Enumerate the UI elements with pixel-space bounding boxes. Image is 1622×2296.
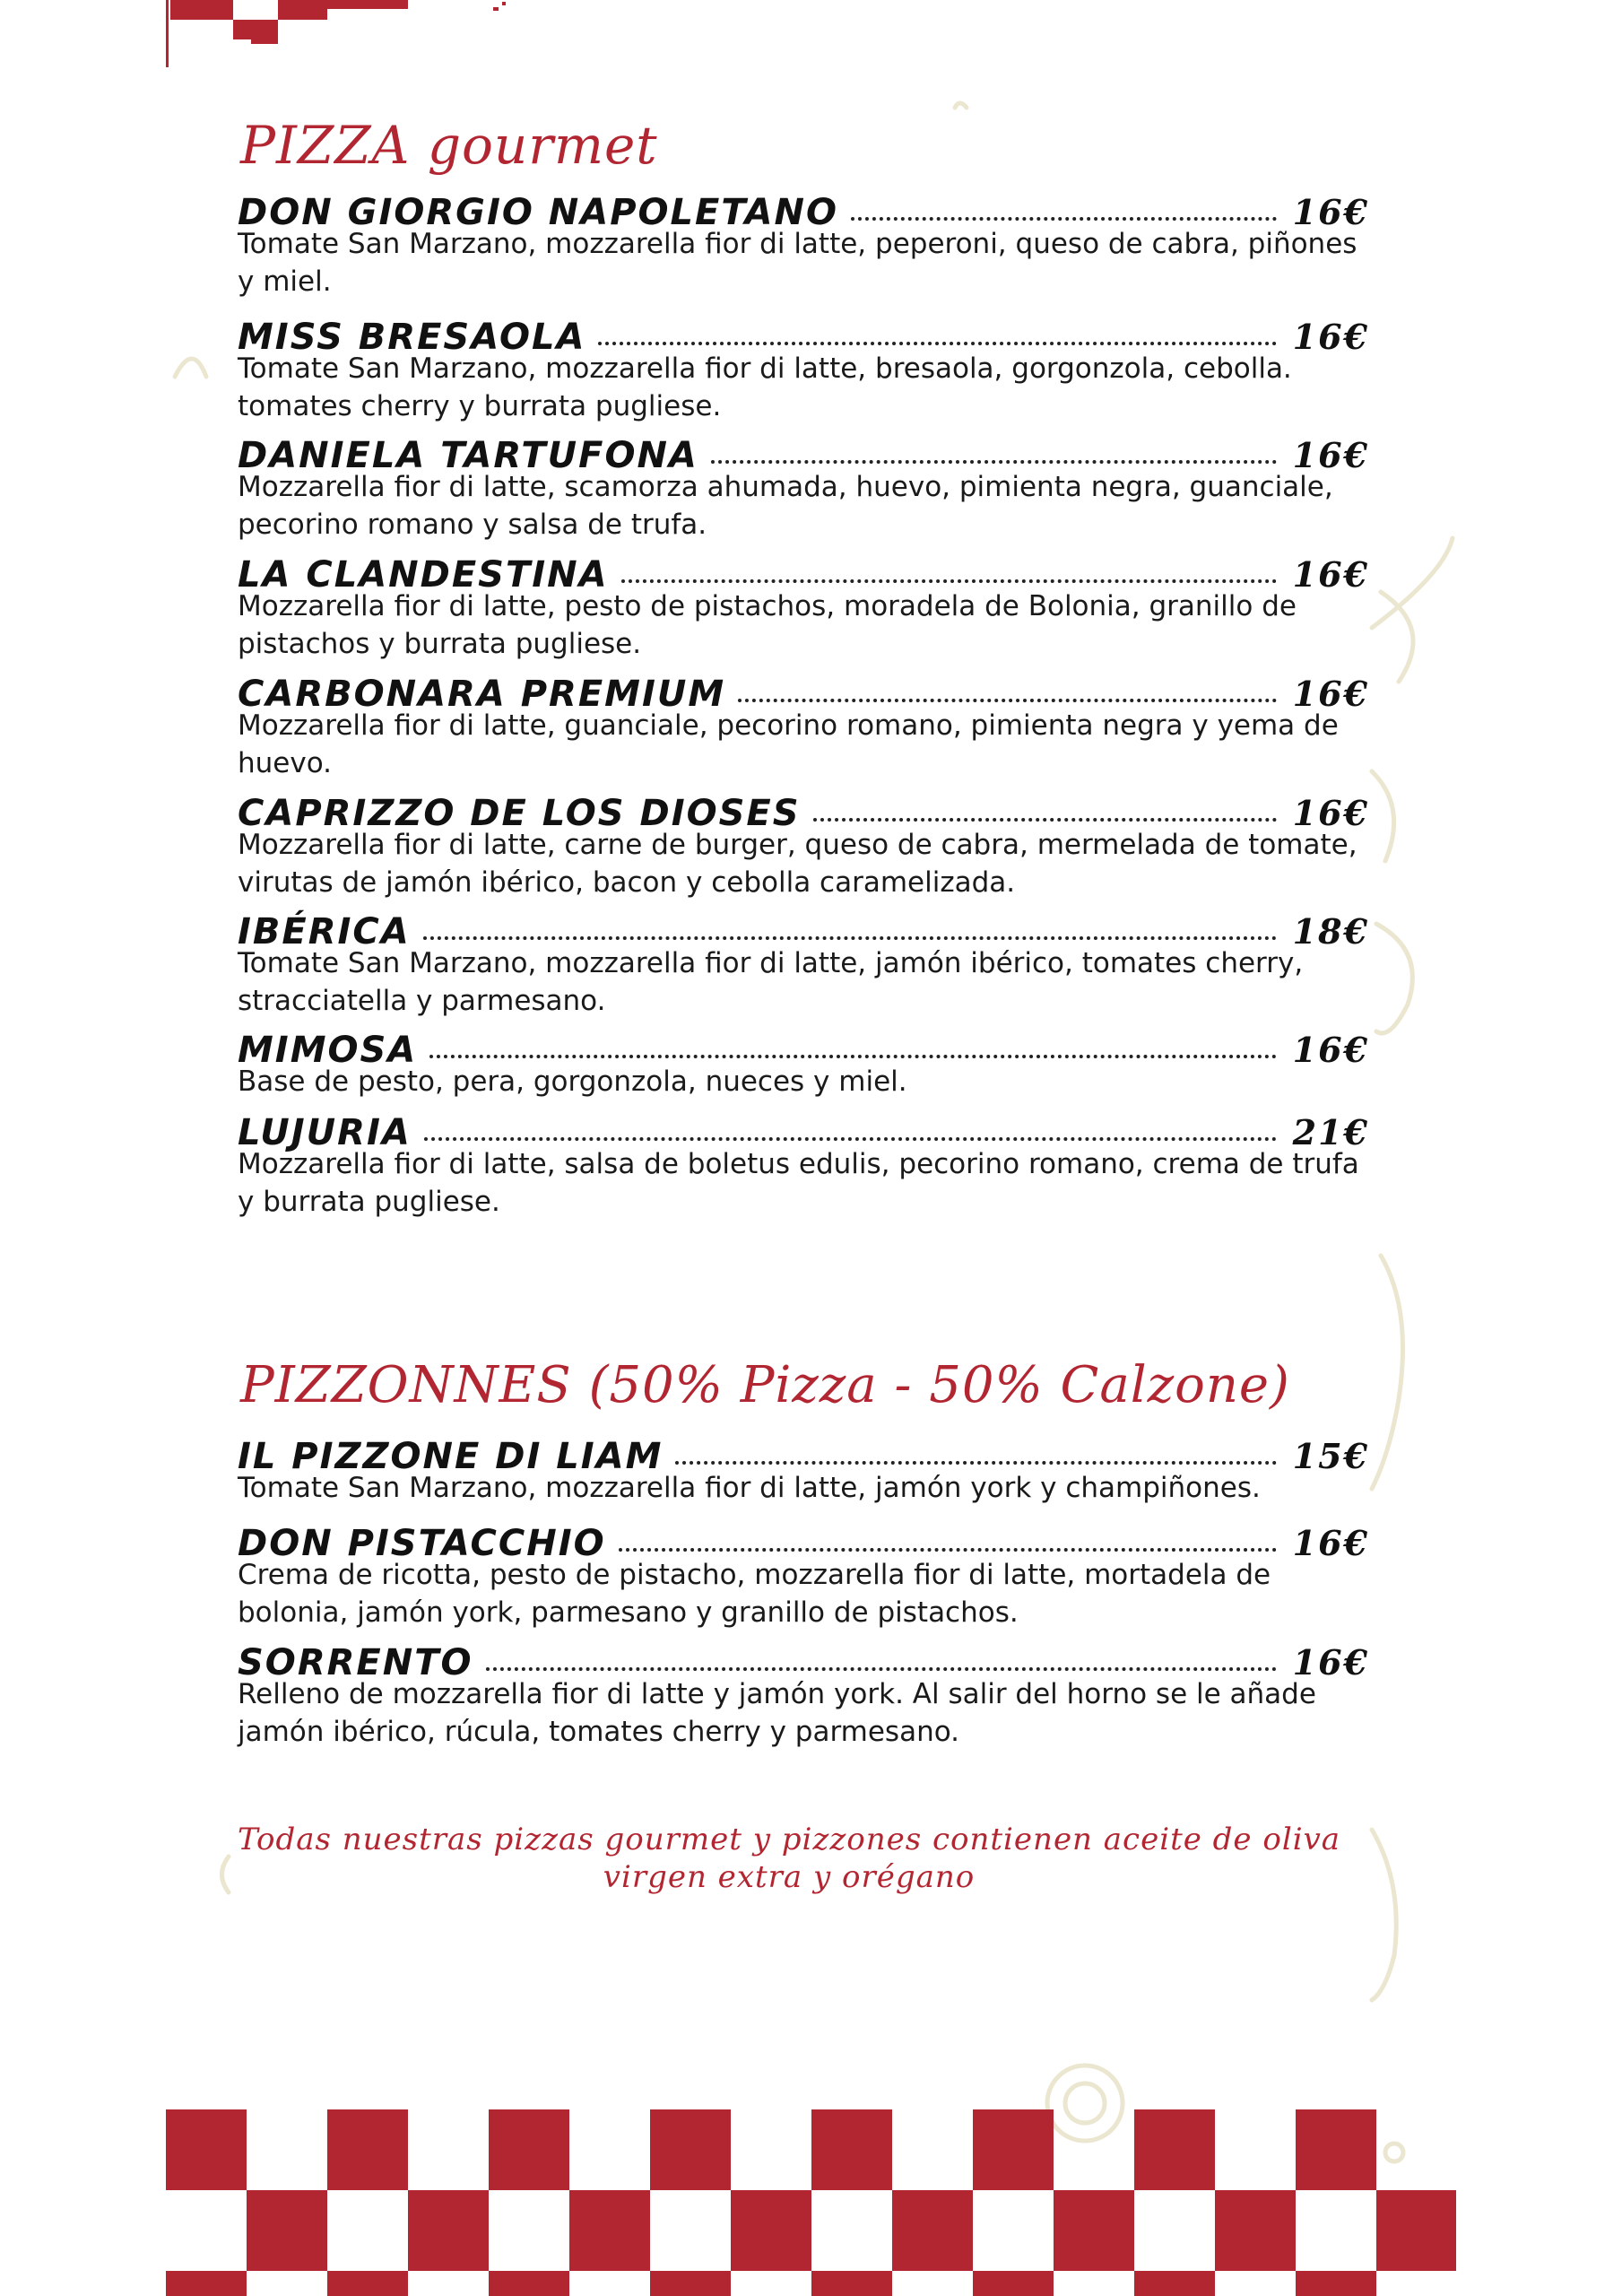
top-checker-border — [166, 0, 506, 67]
item-price: 16€ — [1292, 674, 1369, 714]
dotted-leader — [423, 936, 1277, 940]
item-price: 16€ — [1292, 1030, 1369, 1070]
checker-square — [166, 2109, 247, 2190]
menu-item — [238, 1436, 1369, 1507]
checker-square — [489, 2109, 569, 2190]
dotted-leader — [851, 217, 1277, 221]
checker-square — [1134, 2109, 1215, 2190]
footer-note: Todas nuestras pizzas gourmet y pizzones contienen aceite de oliva virgen extra y orégano — [237, 1822, 1341, 1895]
bottom-checker-border — [166, 2109, 1456, 2296]
item-name: DON PISTACCHIO — [238, 1523, 606, 1564]
dotted-leader — [424, 1137, 1277, 1141]
item-price: 16€ — [1292, 435, 1369, 475]
checker-square — [731, 2190, 811, 2271]
item-price: 21€ — [1292, 1112, 1369, 1152]
item-name: IL PIZZONE DI LIAM — [238, 1436, 664, 1477]
section-title-pizzonnes: PIZZONNES (50% Pizza - 50% Calzone) — [240, 1356, 1290, 1414]
menu-item — [238, 317, 1369, 425]
checker-square — [1376, 2190, 1456, 2271]
item-price: 16€ — [1292, 1523, 1369, 1563]
item-description: Mozzarella fior di latte, carne de burger, queso de cabra, mermelada de tomate, virutas de jamón ibérico, bacon y cebolla caramelizada. — [238, 829, 1357, 899]
item-price: 15€ — [1292, 1436, 1369, 1476]
checker-square — [811, 2109, 892, 2190]
menu-item — [238, 435, 1369, 544]
item-name: CAPRIZZO DE LOS DIOSES — [238, 793, 801, 834]
menu-item — [238, 554, 1369, 663]
checker-square — [892, 2190, 973, 2271]
item-description: Tomate San Marzano, mozzarella fior di latte, peperoni, queso de cabra, piñones y miel. — [238, 228, 1357, 298]
item-name: MISS BRESAOLA — [238, 317, 586, 358]
checker-square — [1296, 2271, 1376, 2296]
item-description: Mozzarella fior di latte, pesto de pistachos, moradela de Bolonia, granillo de pistachos y burrata pugliese. — [238, 590, 1297, 660]
item-description: Tomate San Marzano, mozzarella fior di latte, jamón ibérico, tomates cherry, stracciatella y parmesano. — [238, 947, 1304, 1017]
checker-square — [811, 2271, 892, 2296]
item-description: Mozzarella fior di latte, scamorza ahumada, huevo, pimienta negra, guanciale, pecorino romano y salsa de trufa. — [238, 471, 1333, 541]
checker-square — [327, 2109, 408, 2190]
item-name: CARBONARA PREMIUM — [238, 674, 726, 715]
item-description: Relleno de mozzarella fior di latte y jamón york. Al salir del horno se le añade jamón ibérico, rúcula, tomates cherry y parmesano. — [238, 1678, 1316, 1748]
item-description: Mozzarella fior di latte, guanciale, pecorino romano, pimienta negra y yema de huevo. — [238, 709, 1339, 779]
checker-square — [569, 2190, 650, 2271]
item-price: 16€ — [1292, 1642, 1369, 1683]
checker-square — [247, 2190, 327, 2271]
dotted-leader — [619, 1548, 1277, 1552]
dotted-leader — [711, 460, 1277, 464]
item-description: Tomate San Marzano, mozzarella fior di latte, bresaola, gorgonzola, cebolla. tomates cherry y burrata pugliese. — [238, 352, 1292, 422]
item-price: 16€ — [1292, 554, 1369, 595]
dotted-leader — [486, 1667, 1277, 1671]
item-price: 16€ — [1292, 192, 1369, 232]
menu-item — [238, 1030, 1369, 1100]
menu-item — [238, 1523, 1369, 1631]
item-name: MIMOSA — [238, 1030, 418, 1071]
checker-square — [973, 2271, 1054, 2296]
checker-square — [650, 2109, 731, 2190]
menu-item — [238, 674, 1369, 782]
menu-item — [238, 1642, 1369, 1751]
menu-item — [238, 793, 1369, 901]
dotted-leader — [429, 1055, 1276, 1058]
dotted-leader — [675, 1461, 1276, 1465]
item-price: 18€ — [1292, 911, 1369, 952]
checker-square — [408, 2190, 489, 2271]
menu-item — [238, 911, 1369, 1020]
checker-square — [1296, 2109, 1376, 2190]
checker-square — [489, 2271, 569, 2296]
item-name: IBÉRICA — [238, 911, 411, 952]
checker-square — [1215, 2190, 1296, 2271]
item-price: 16€ — [1292, 793, 1369, 833]
item-name: LUJURIA — [238, 1112, 412, 1153]
menu-item — [238, 192, 1369, 300]
checker-square — [166, 2271, 247, 2296]
item-name: DANIELA TARTUFONA — [238, 435, 698, 476]
checker-square — [1054, 2190, 1134, 2271]
item-description: Mozzarella fior di latte, salsa de boletus edulis, pecorino romano, crema de trufa y burrata pugliese. — [238, 1148, 1359, 1218]
item-description: Tomate San Marzano, mozzarella fior di latte, jamón york y champiñones. — [238, 1472, 1261, 1504]
item-name: SORRENTO — [238, 1642, 473, 1683]
item-description: Crema de ricotta, pesto de pistacho, mozzarella fior di latte, mortadela de bolonia, jamón york, parmesano y granillo de pistachos. — [238, 1559, 1271, 1629]
section-title-pizza-gourmet: PIZZA gourmet — [240, 115, 658, 176]
item-price: 16€ — [1292, 317, 1369, 357]
dotted-leader — [813, 818, 1277, 822]
checker-square — [973, 2109, 1054, 2190]
menu-item — [238, 1112, 1369, 1221]
item-name: LA CLANDESTINA — [238, 554, 609, 596]
checker-square — [650, 2271, 731, 2296]
dotted-leader — [621, 579, 1277, 583]
checker-square — [1134, 2271, 1215, 2296]
dotted-leader — [738, 699, 1277, 702]
checker-square — [327, 2271, 408, 2296]
item-name: DON GIORGIO NAPOLETANO — [238, 192, 838, 233]
dotted-leader — [598, 342, 1276, 345]
item-description: Base de pesto, pera, gorgonzola, nueces y miel. — [238, 1065, 907, 1098]
